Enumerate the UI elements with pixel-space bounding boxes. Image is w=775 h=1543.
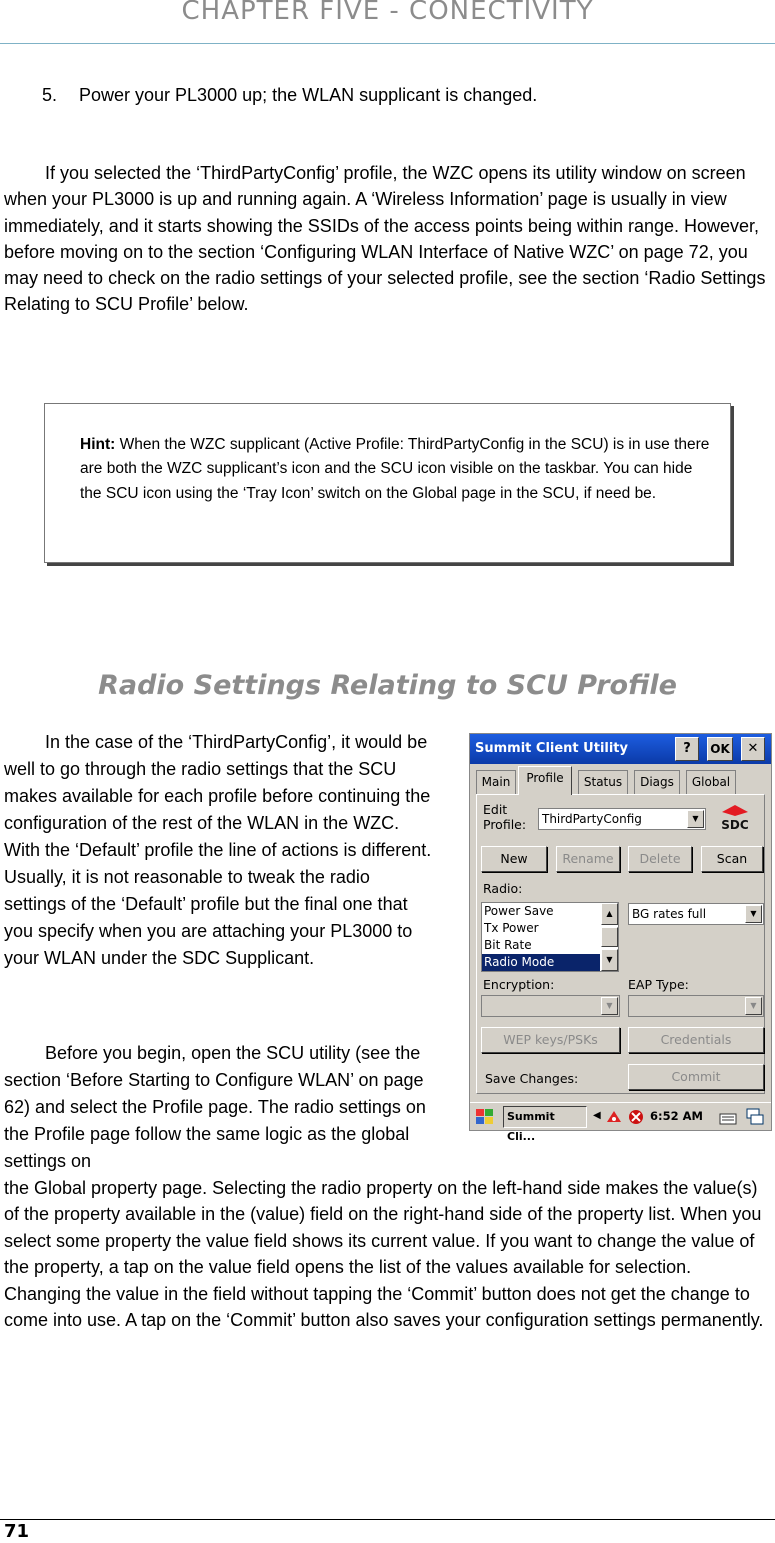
hint-text	[80, 433, 710, 506]
encryption-label: Encryption:	[483, 977, 555, 992]
tab-profile[interactable]: Profile	[518, 766, 572, 795]
chevron-down-icon: ▼	[601, 997, 618, 1015]
list-item-selected[interactable]: Radio Mode	[482, 954, 600, 971]
chevron-down-icon: ▼	[687, 810, 704, 828]
list-item[interactable]: Tx Power	[484, 921, 539, 935]
sdc-logo	[708, 804, 762, 832]
footer-divider	[0, 1519, 775, 1520]
paragraph-radio-settings: In the case of the ‘ThirdPartyConfig’, it would be well to go through the radio settings that the SCU makes available for each profile before continuing the configuration of the rest of the WLAN in the WZC. With the ‘Default’ profile the line of actions is different. Usually, it is not reasonable to tweak the radio settings of the ‘Default’ profile but the final one that you specify when you are attaching your PL3000 to your WLAN under the SDC Supplicant.	[4, 732, 432, 968]
step-number: 5.	[42, 85, 58, 105]
encryption-select[interactable]	[481, 995, 620, 1017]
taskbar	[470, 1102, 771, 1143]
section-title: Radio Settings Relating to SCU Profile	[98, 670, 677, 701]
commit-button[interactable]: Commit	[628, 1064, 764, 1090]
scroll-down-icon[interactable]: ▼	[601, 949, 618, 971]
taskbar-app-button[interactable]: Summit Cli...	[503, 1106, 587, 1128]
delete-button[interactable]: Delete	[628, 846, 692, 872]
hint-label: Hint:	[80, 436, 116, 453]
tab-global[interactable]: Global	[686, 770, 736, 794]
window-titlebar	[470, 734, 771, 764]
radio-property-list[interactable]	[481, 902, 619, 972]
hint-body: When the WZC supplicant (Active Profile: ThirdPartyConfig in the SCU) is in use there are both the WZC supplicant’s icon and the SCU icon visible on the taskbar. You can hide the SCU icon using the ‘Tray Icon’ switch on the Global page in the SCU, if need be.	[80, 436, 710, 502]
tab-diags[interactable]: Diags	[634, 770, 680, 794]
window-title: Summit Client Utility	[475, 741, 628, 756]
scroll-up-icon[interactable]: ▲	[601, 903, 618, 925]
profile-select-value: ThirdPartyConfig	[542, 812, 642, 826]
credentials-button[interactable]: Credentials	[628, 1027, 764, 1053]
keyboard-icon[interactable]	[718, 1107, 738, 1127]
chevron-down-icon: ▼	[745, 905, 762, 923]
paragraph-intro: If you selected the ‘ThirdPartyConfig’ profile, the WZC opens its utility window on screen when your PL3000 is up and running again. A ‘Wireless Information’ page is usually in view immediately, and it starts showing the SSIDs of the access points being within range. However, before moving on to the section ‘Configuring WLAN Interface of Native WZC’ on page 72, you may need to check on the radio settings of your selected profile, see the section ‘Radio Settings Relating to SCU Profile’ below.	[4, 163, 766, 315]
eap-type-select[interactable]	[628, 995, 764, 1017]
paragraph-global-property: the Global property page. Selecting the radio property on the left-hand side makes the value(s) of the property available in the (value) field on the right-hand side of the property list. When you select some property the value field shows its current value. If you want to change the value of the property, a tap on the value field opens the list of the values available for selection. Changing the value in the field without tapping the ‘Commit’ button does not get the change to come into use. A tap on the ‘Commit’ button also saves your configuration settings permanently.	[4, 1178, 764, 1331]
help-button[interactable]: ?	[675, 737, 699, 761]
save-changes-label: Save Changes:	[485, 1071, 579, 1086]
windows-switch-icon[interactable]	[745, 1107, 765, 1127]
step-item	[42, 85, 537, 106]
radio-value-select[interactable]	[628, 903, 764, 925]
chapter-title: CHAPTER FIVE - CONECTIVITY	[181, 0, 594, 26]
paragraph-before-begin: Before you begin, open the SCU utility (see the section ‘Before Starting to Configure WLAN’ on page 62) and select the Profile page. The radio settings on the Profile page follow the same logic as the global settings on	[4, 1043, 426, 1171]
page-number: 71	[4, 1521, 30, 1542]
tab-main[interactable]: Main	[476, 770, 516, 794]
scrollbar-thumb[interactable]	[601, 927, 618, 947]
taskbar-clock: 6:52 AM	[650, 1109, 703, 1123]
close-button[interactable]: ✕	[741, 737, 765, 761]
scan-button[interactable]: Scan	[701, 846, 763, 872]
radio-label: Radio:	[483, 881, 523, 896]
new-button[interactable]: New	[481, 846, 547, 872]
list-item[interactable]: Bit Rate	[484, 938, 532, 952]
tab-status[interactable]: Status	[578, 770, 628, 794]
wzc-tray-icon[interactable]	[627, 1108, 645, 1126]
radio-value: BG rates full	[632, 907, 707, 921]
list-item[interactable]: Power Save	[484, 904, 554, 918]
wep-keys-button[interactable]: WEP keys/PSKs	[481, 1027, 620, 1053]
edit-profile-label: Edit Profile:	[483, 802, 527, 832]
profile-select[interactable]	[538, 808, 706, 830]
chevron-down-icon: ▼	[745, 997, 762, 1015]
hint-box	[44, 403, 731, 563]
page-header	[0, 0, 775, 44]
eap-type-label: EAP Type:	[628, 977, 689, 992]
scu-screenshot	[469, 733, 772, 1143]
rename-button[interactable]: Rename	[556, 846, 620, 872]
scu-tray-icon[interactable]	[605, 1108, 623, 1126]
tray-scroll-left-icon[interactable]: ◀	[593, 1110, 601, 1121]
step-text: Power your PL3000 up; the WLAN supplicant is changed.	[79, 85, 538, 105]
sdc-logo-text: SDC	[721, 818, 749, 832]
ok-button[interactable]: OK	[707, 737, 733, 761]
windows-start-icon[interactable]	[475, 1108, 495, 1126]
